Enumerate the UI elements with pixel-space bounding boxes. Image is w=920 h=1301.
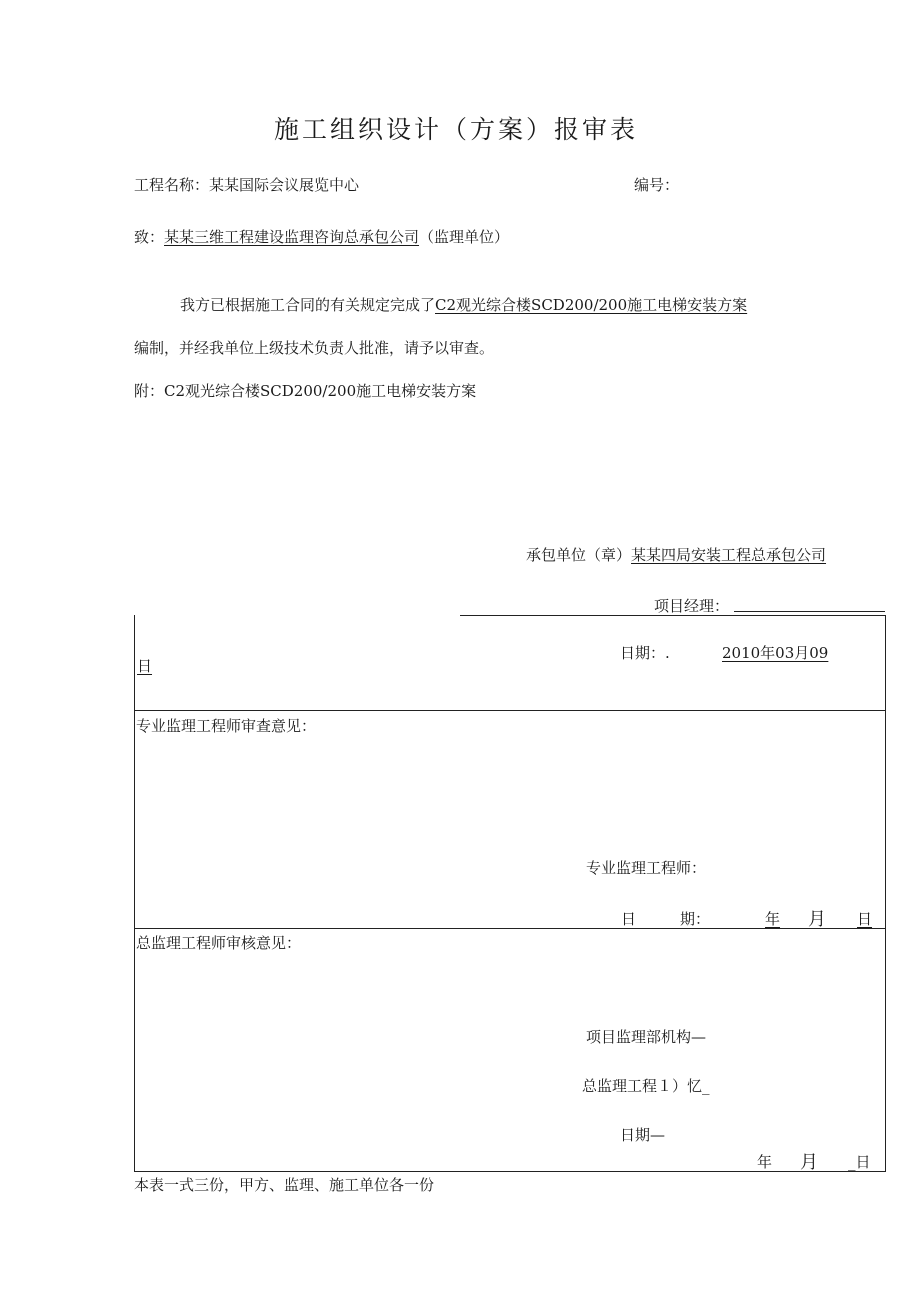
chief-year: 年 xyxy=(757,1153,773,1171)
project-manager-label: 项目经理： xyxy=(654,597,730,615)
specialist-signer-label: 专业监理工程师： xyxy=(586,859,707,877)
contractor-line xyxy=(526,544,826,565)
chief-review-heading: 总监理工程师审核意见： xyxy=(136,934,302,952)
recipient-company: 某某三维工程建设监理咨询总承包公司 xyxy=(164,228,420,246)
date-value: 2010年03月09 xyxy=(722,644,829,662)
scheme-subject: C2观光综合楼SCD200/200施工电梯安装方案 xyxy=(435,296,748,314)
row-divider-1 xyxy=(134,710,886,711)
specialist-day: 日 xyxy=(857,910,873,928)
chief-date-label: 日期— xyxy=(620,1126,666,1144)
chief-org-label: 项目监理部机构— xyxy=(586,1028,707,1046)
chief-signer-label: 总监理工程１）忆_ xyxy=(582,1077,710,1095)
specialist-year: 年 xyxy=(765,910,781,928)
table-bottom-border xyxy=(134,1171,886,1172)
project-label: 工程名称： xyxy=(134,176,210,194)
pm-signature-line xyxy=(734,611,885,612)
recipient-prefix: 致： xyxy=(134,228,165,246)
specialist-month: 月 xyxy=(808,909,826,930)
date-label: 日期：. xyxy=(620,644,670,662)
project-name: 某某国际会议展览中心 xyxy=(209,176,360,194)
body-line-1-prefix: 我方已根据施工合同的有关规定完成了 xyxy=(180,296,436,314)
recipient-suffix: （监理单位） xyxy=(419,228,510,246)
specialist-date-char-1: 日 xyxy=(621,910,637,928)
body-line-2: 编制，并经我单位上级技术负责人批准，请予以审查。 xyxy=(134,339,495,357)
project-name-line xyxy=(134,174,359,195)
attachment-line: 附：C2观光综合楼SCD200/200施工电梯安装方案 xyxy=(134,382,477,400)
contractor-name: 某某四局安装工程总承包公司 xyxy=(631,546,827,564)
specialist-date-char-2: 期： xyxy=(680,910,711,928)
table-left-border xyxy=(134,615,135,1172)
contractor-label: 承包单位（章） xyxy=(526,546,632,564)
specialist-review-heading: 专业监理工程师审查意见： xyxy=(136,717,317,735)
body-line-1 xyxy=(180,294,747,315)
chief-day: _日 xyxy=(848,1153,871,1171)
recipient-line xyxy=(134,226,509,247)
form-title: 施工组织设计（方案）报审表 xyxy=(274,115,639,144)
footer-note: 本表一式三份，甲方、监理、施工单位各一份 xyxy=(134,1176,435,1194)
table-top-border xyxy=(460,615,886,616)
chief-month: 月 xyxy=(800,1152,818,1173)
number-label: 编号： xyxy=(634,176,680,194)
date-day-char: 日 xyxy=(137,657,153,675)
table-right-border xyxy=(885,615,886,1172)
